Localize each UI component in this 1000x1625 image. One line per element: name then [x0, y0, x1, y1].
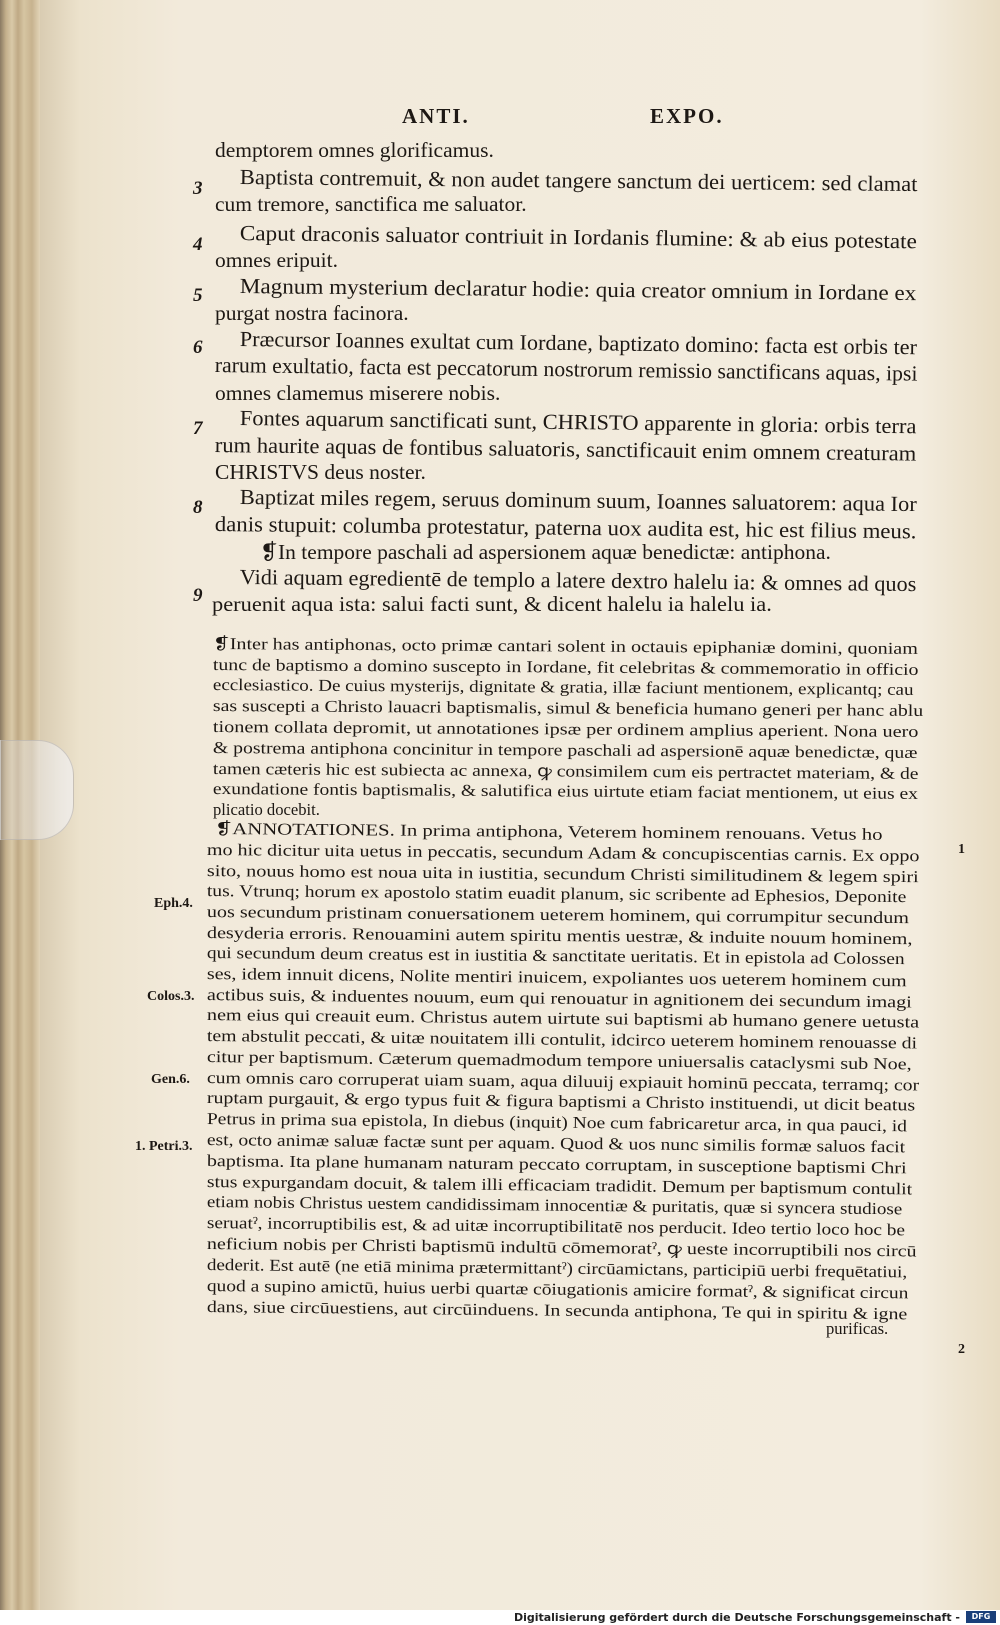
annotation-line: ruptam purgauit, & ergo typus fuit & figura baptismi a Christo instituendi, ut dicit beatus: [206, 1088, 916, 1115]
annotation-line: neficium nobis per Christi baptismū indultū cōmemoratˀ, ꝙ ueste incorruptibili nos circū: [206, 1234, 917, 1261]
antiphon-line: Præcursor Ioannes exultat cum Iordane, baptizato domino: facta est orbis ter: [239, 326, 918, 360]
antiphon-line: omnes clamemus miserere nobis.: [215, 381, 501, 405]
annotation-line: ses, idem innuit dicens, Nolite mentiri inuicem, expoliantes uos ueterem hominem cum: [206, 963, 907, 991]
annotation-line: purificas.: [826, 1319, 889, 1338]
antiphon-line: CHRISTVS deus noster.: [215, 460, 426, 484]
antiphon-number: 7: [193, 418, 203, 439]
annotation-line: tem abstulit peccati, & uitæ nouitatem illi contulit, idcirco ueterem hominem renouasse di: [206, 1026, 918, 1053]
annotation-line: etiam nobis Christus uestem candidissimam innocentiæ & puritatis, quæ si syncera studiose: [206, 1192, 903, 1219]
header-right: EXPO.: [650, 104, 724, 128]
thumb-tab: [0, 740, 74, 840]
antiphon-line: Baptista contremuit, & non audet tangere sanctum dei uerticem: sed clamat: [239, 164, 918, 197]
annotation-line: cum omnis caro corruperat uiam suam, aqua diluuij expiauit hominū peccata, terramq; cor: [206, 1068, 920, 1095]
annotation-line: nem eius qui creauit eum. Christus autem uirtute sui baptismi ab humano genere uetusta: [206, 1004, 920, 1032]
annotation-mark: 1: [958, 842, 965, 857]
antiphon-number: 3: [193, 178, 203, 199]
annotation-line: est, octo animæ saluæ factæ sunt per aquam. Quod & uos nunc similis formæ saluos facit: [206, 1130, 906, 1157]
annotation-line: dederit. Est autē (ne etiā minima prætermittantˀ) circūamictans, participiū uerbi frequētatiui,: [206, 1255, 908, 1282]
annotation-line: exundatione fontis baptismalis, & salutifica eius uirtute etiam faciat mentionem, ut eius ex: [212, 779, 918, 803]
annotation-line: desyderia erroris. Renouamini autem spiritu mentis uestræ, & induite nouum hominem,: [206, 922, 913, 949]
annotation-line: actibus suis, & induentes nouum, eum qui renouatur in agnitionem dei secundum imagi: [206, 984, 912, 1012]
antiphon-line: rarum exultatio, facta est peccatorum nostrorum remissio sanctificans aquas, ipsi: [214, 352, 918, 386]
header-left: ANTI.: [402, 104, 470, 128]
margin-note: Eph.4.: [154, 896, 193, 911]
annotation-line: seruatˀ, incorruptibilis est, & ad uitæ incorruptibilitatē nos perducit. Ideo tertio loco hoc be: [206, 1213, 906, 1240]
annotation-line: tamen cæteris hic est subiecta ac annexa, ꝙ consimilem cum eis pertractet materiam, & de: [212, 759, 919, 783]
running-header: [0, 104, 1000, 134]
antiphon-line: Vidi aquam egredientē de templo a latere dextro halelu ia: & omnes ad quos: [239, 564, 917, 597]
antiphon-line: peruenit aqua ista: salui facti sunt, & dicent halelu ia halelu ia.: [212, 592, 772, 616]
antiphon-number: 6: [193, 337, 203, 358]
footer: [0, 1610, 1000, 1625]
annotation-line: sas suscepti a Christo lauacri baptismalis, simul & beneficia humano generi per hanc ablu: [212, 696, 924, 720]
antiphon-number: 5: [193, 285, 203, 306]
margin-note: Gen.6.: [151, 1072, 190, 1087]
annotation-line: dans, siue circūuestiens, aut circūinduens. In secunda antiphona, Te qui in spiritu & igne: [206, 1297, 908, 1324]
annotation-line: citur per baptismum. Cæterum quemadmodum tempore uniuersalis cataclysmi sub Noe,: [206, 1047, 912, 1074]
annotation-line: tunc de baptismo a domino suscepto in Iordane, fit celebritas & commemoratio in officio: [212, 655, 919, 679]
antiphon-line: omnes eripuit.: [215, 248, 339, 272]
annotation-line: ❡ANNOTATIONES. In prima antiphona, Veterem hominem renouans. Vetus ho: [214, 818, 883, 844]
dfg-logo: DFG: [966, 1611, 996, 1623]
antiphon-number: 4: [193, 234, 203, 255]
antiphon-line: Magnum mysterium declaratur hodie: quia creator omnium in Iordane ex: [239, 273, 917, 306]
annotation-line: qui secundum deum creatus est in iustitia & sanctitate ueritatis. Et in epistola ad Colossen: [206, 942, 905, 969]
antiphon-line: Fontes aquarum sanctificati sunt, CHRISTO apparente in gloria: orbis terra: [239, 405, 917, 439]
annotation-line: Petrus in prima sua epistola, In diebus (inquit) Noe cum fabricaretur arca, in qua pauci, id: [206, 1109, 908, 1136]
annotation-line: ❡Inter has antiphonas, octo primæ cantari solent in octauis epiphaniæ domini, quoniam: [212, 634, 918, 658]
annotation-line: quod a supino amictū, huius uerbi quartæ cōiugationis amicire formatˀ, & significat circun: [206, 1276, 909, 1303]
annotation-line: uos secundum pristinam conuersationem ueterem hominem, qui corrumpitur secundum: [206, 901, 910, 928]
antiphon-line: rum haurite aquas de fontibus saluatoris, sanctificauit enim omnem creaturam: [214, 432, 917, 466]
annotation-line: plicatio docebit.: [213, 800, 320, 819]
annotation-line: mo hic dicitur uita uetus in peccatis, secundum Adam & concupiscentias carnis. Ex oppo: [206, 839, 920, 866]
margin-note: 1. Petri.3.: [135, 1139, 193, 1154]
antiphon-line: danis stupuit: columba protestatur, paterna uox audita est, hic est filius meus.: [214, 511, 917, 544]
antiphon-line: Baptizat miles regem, seruus dominum suum, Ioannes saluatorem: aqua Ior: [239, 484, 917, 517]
annotation-line: tionem collata depromit, ut annotationes ipsæ per ordinem amplius aperient. Nona uero: [212, 717, 919, 741]
antiphon-number: 8: [193, 497, 203, 518]
antiphon-line: ❡In tempore paschali ad aspersionem aquæ benedictæ: antiphona.: [260, 540, 831, 564]
antiphon-line: demptorem omnes glorificamus.: [215, 138, 494, 162]
annotation-line: & postrema antiphona concinitur in tempore paschali ad aspersionē aquæ benedictæ, quæ: [212, 738, 918, 762]
antiphon-line: purgat nostra facinora.: [215, 301, 409, 325]
antiphon-line: Caput draconis saluator contriuit in Iordanis flumine: & ab eius potestate: [239, 220, 918, 254]
annotation-line: tus. Vtrunq; horum ex apostolo statim euadit planum, sic scribente ad Ephesios, Deponite: [206, 880, 907, 907]
annotation-line: stus expurgandam docuit, & talem illi efficaciam tradidit. Demum per baptismum contulit: [206, 1172, 913, 1199]
annotation-line: baptisma. Ita plane humanam naturam peccato corruptam, in susceptione baptismi Chri: [206, 1151, 907, 1178]
antiphon-number: 9: [193, 585, 203, 606]
annotation-mark: 2: [958, 1342, 965, 1357]
footer-credit: Digitalisierung gefördert durch die Deutsche Forschungsgemeinschaft -: [513, 1611, 960, 1624]
margin-note: Colos.3.: [147, 989, 195, 1004]
annotation-line: ecclesiastico. De cuius mysterijs, dignitate & gratia, illæ faciunt mentionem, explicantq; cau: [212, 675, 914, 699]
antiphon-line: cum tremore, sanctifica me saluator.: [215, 192, 527, 216]
annotation-line: sito, nouus homo est noua uita in iustitia, secundum Christi similitudinem & legem spiri: [206, 860, 919, 887]
